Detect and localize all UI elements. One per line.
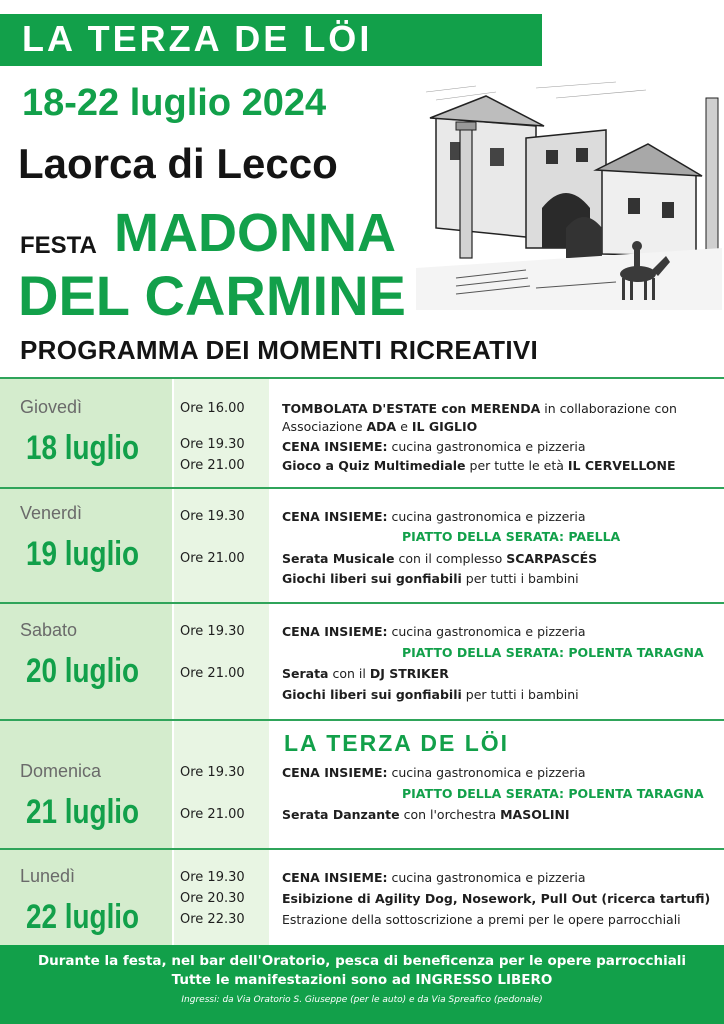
event-line: Esibizione di Agility Dog, Nosework, Pull Out (ricerca tartufi) (282, 891, 711, 906)
weekday-label: Domenica (20, 761, 102, 781)
time-label: Ore 19.30 (180, 870, 245, 885)
time-label: Ore 21.00 (180, 807, 245, 822)
dish-of-the-evening: PIATTO DELLA SERATA: POLENTA TARAGNA (402, 786, 704, 801)
festa-name-line2: DEL CARMINE (18, 264, 406, 327)
dish-of-the-evening: PIATTO DELLA SERATA: PAELLA (402, 529, 621, 544)
event-line: Gioco a Quiz Multimediale per tutte le età IL CERVELLONE (282, 458, 676, 473)
footer-entrances: Ingressi: da Via Oratorio S. Giuseppe (per le auto) e da Via Spreafico (pedonale) (181, 995, 543, 1005)
schedule-table (0, 377, 724, 945)
programma-heading: PROGRAMMA DEI MOMENTI RICREATIVI (20, 335, 539, 365)
weekday-label: Venerdì (20, 503, 83, 523)
time-label: Ore 21.00 (180, 458, 245, 473)
event-dates: 18-22 luglio 2024 (22, 82, 327, 124)
day-row (0, 604, 724, 721)
time-label: Ore 21.00 (180, 666, 245, 681)
title-banner (0, 14, 542, 66)
event-line: Giochi liberi sui gonfiabili per tutti i bambini (282, 687, 579, 702)
weekday-label: Lunedì (20, 866, 76, 886)
event-line: CENA INSIEME: cucina gastronomica e pizzeria (282, 765, 586, 780)
time-label: Ore 22.30 (180, 912, 245, 927)
day-row (0, 721, 724, 850)
date-label: 18 luglio (26, 429, 140, 467)
event-line: CENA INSIEME: cucina gastronomica e pizzeria (282, 509, 586, 524)
weekday-label: Giovedì (20, 397, 83, 417)
day-row (0, 850, 724, 945)
festa-name-line1: MADONNA (114, 203, 396, 263)
event-line: TOMBOLATA D'ESTATE con MERENDA in collaborazione con (282, 401, 677, 416)
time-label: Ore 16.00 (180, 401, 245, 416)
event-line: Serata con il DJ STRIKER (282, 666, 449, 681)
event-line: Associazione ADA e IL GIGLIO (282, 419, 478, 434)
date-label: 20 luglio (26, 652, 140, 690)
event-line: Serata Musicale con il complesso SCARPASCÉS (282, 551, 598, 566)
village-sketch-illustration (416, 78, 722, 310)
event-line: Estrazione della sottoscrizione a premi per le opere parrocchiali (282, 912, 681, 927)
event-subtitle: LA TERZA DE LÖI (284, 730, 510, 756)
time-label: Ore 19.30 (180, 765, 245, 780)
event-title: LA TERZA DE LÖI (22, 18, 373, 59)
day-row (0, 377, 724, 489)
time-label: Ore 19.30 (180, 624, 245, 639)
event-line: Giochi liberi sui gonfiabili per tutti i bambini (282, 571, 579, 586)
time-label: Ore 20.30 (180, 891, 245, 906)
event-place: Laorca di Lecco (18, 140, 338, 187)
festa-label: FESTA (20, 232, 97, 259)
time-label: Ore 19.30 (180, 509, 245, 524)
event-line: Serata Danzante con l'orchestra MASOLINI (282, 807, 570, 822)
date-label: 21 luglio (26, 793, 140, 831)
time-label: Ore 19.30 (180, 437, 245, 452)
event-line: CENA INSIEME: cucina gastronomica e pizzeria (282, 439, 586, 454)
day-row (0, 489, 724, 604)
weekday-label: Sabato (20, 620, 78, 640)
footer-banner (0, 945, 724, 1024)
event-line: CENA INSIEME: cucina gastronomica e pizzeria (282, 624, 586, 639)
event-line: CENA INSIEME: cucina gastronomica e pizzeria (282, 870, 586, 885)
dish-of-the-evening: PIATTO DELLA SERATA: POLENTA TARAGNA (402, 645, 704, 660)
date-label: 19 luglio (26, 535, 140, 573)
date-label: 22 luglio (26, 898, 140, 936)
footer-line: Tutte le manifestazioni sono ad INGRESSO LIBERO (171, 972, 553, 988)
footer-line: Durante la festa, nel bar dell'Oratorio, pesca di beneficenza per le opere parrocchiali (37, 953, 687, 969)
time-label: Ore 21.00 (180, 551, 245, 566)
